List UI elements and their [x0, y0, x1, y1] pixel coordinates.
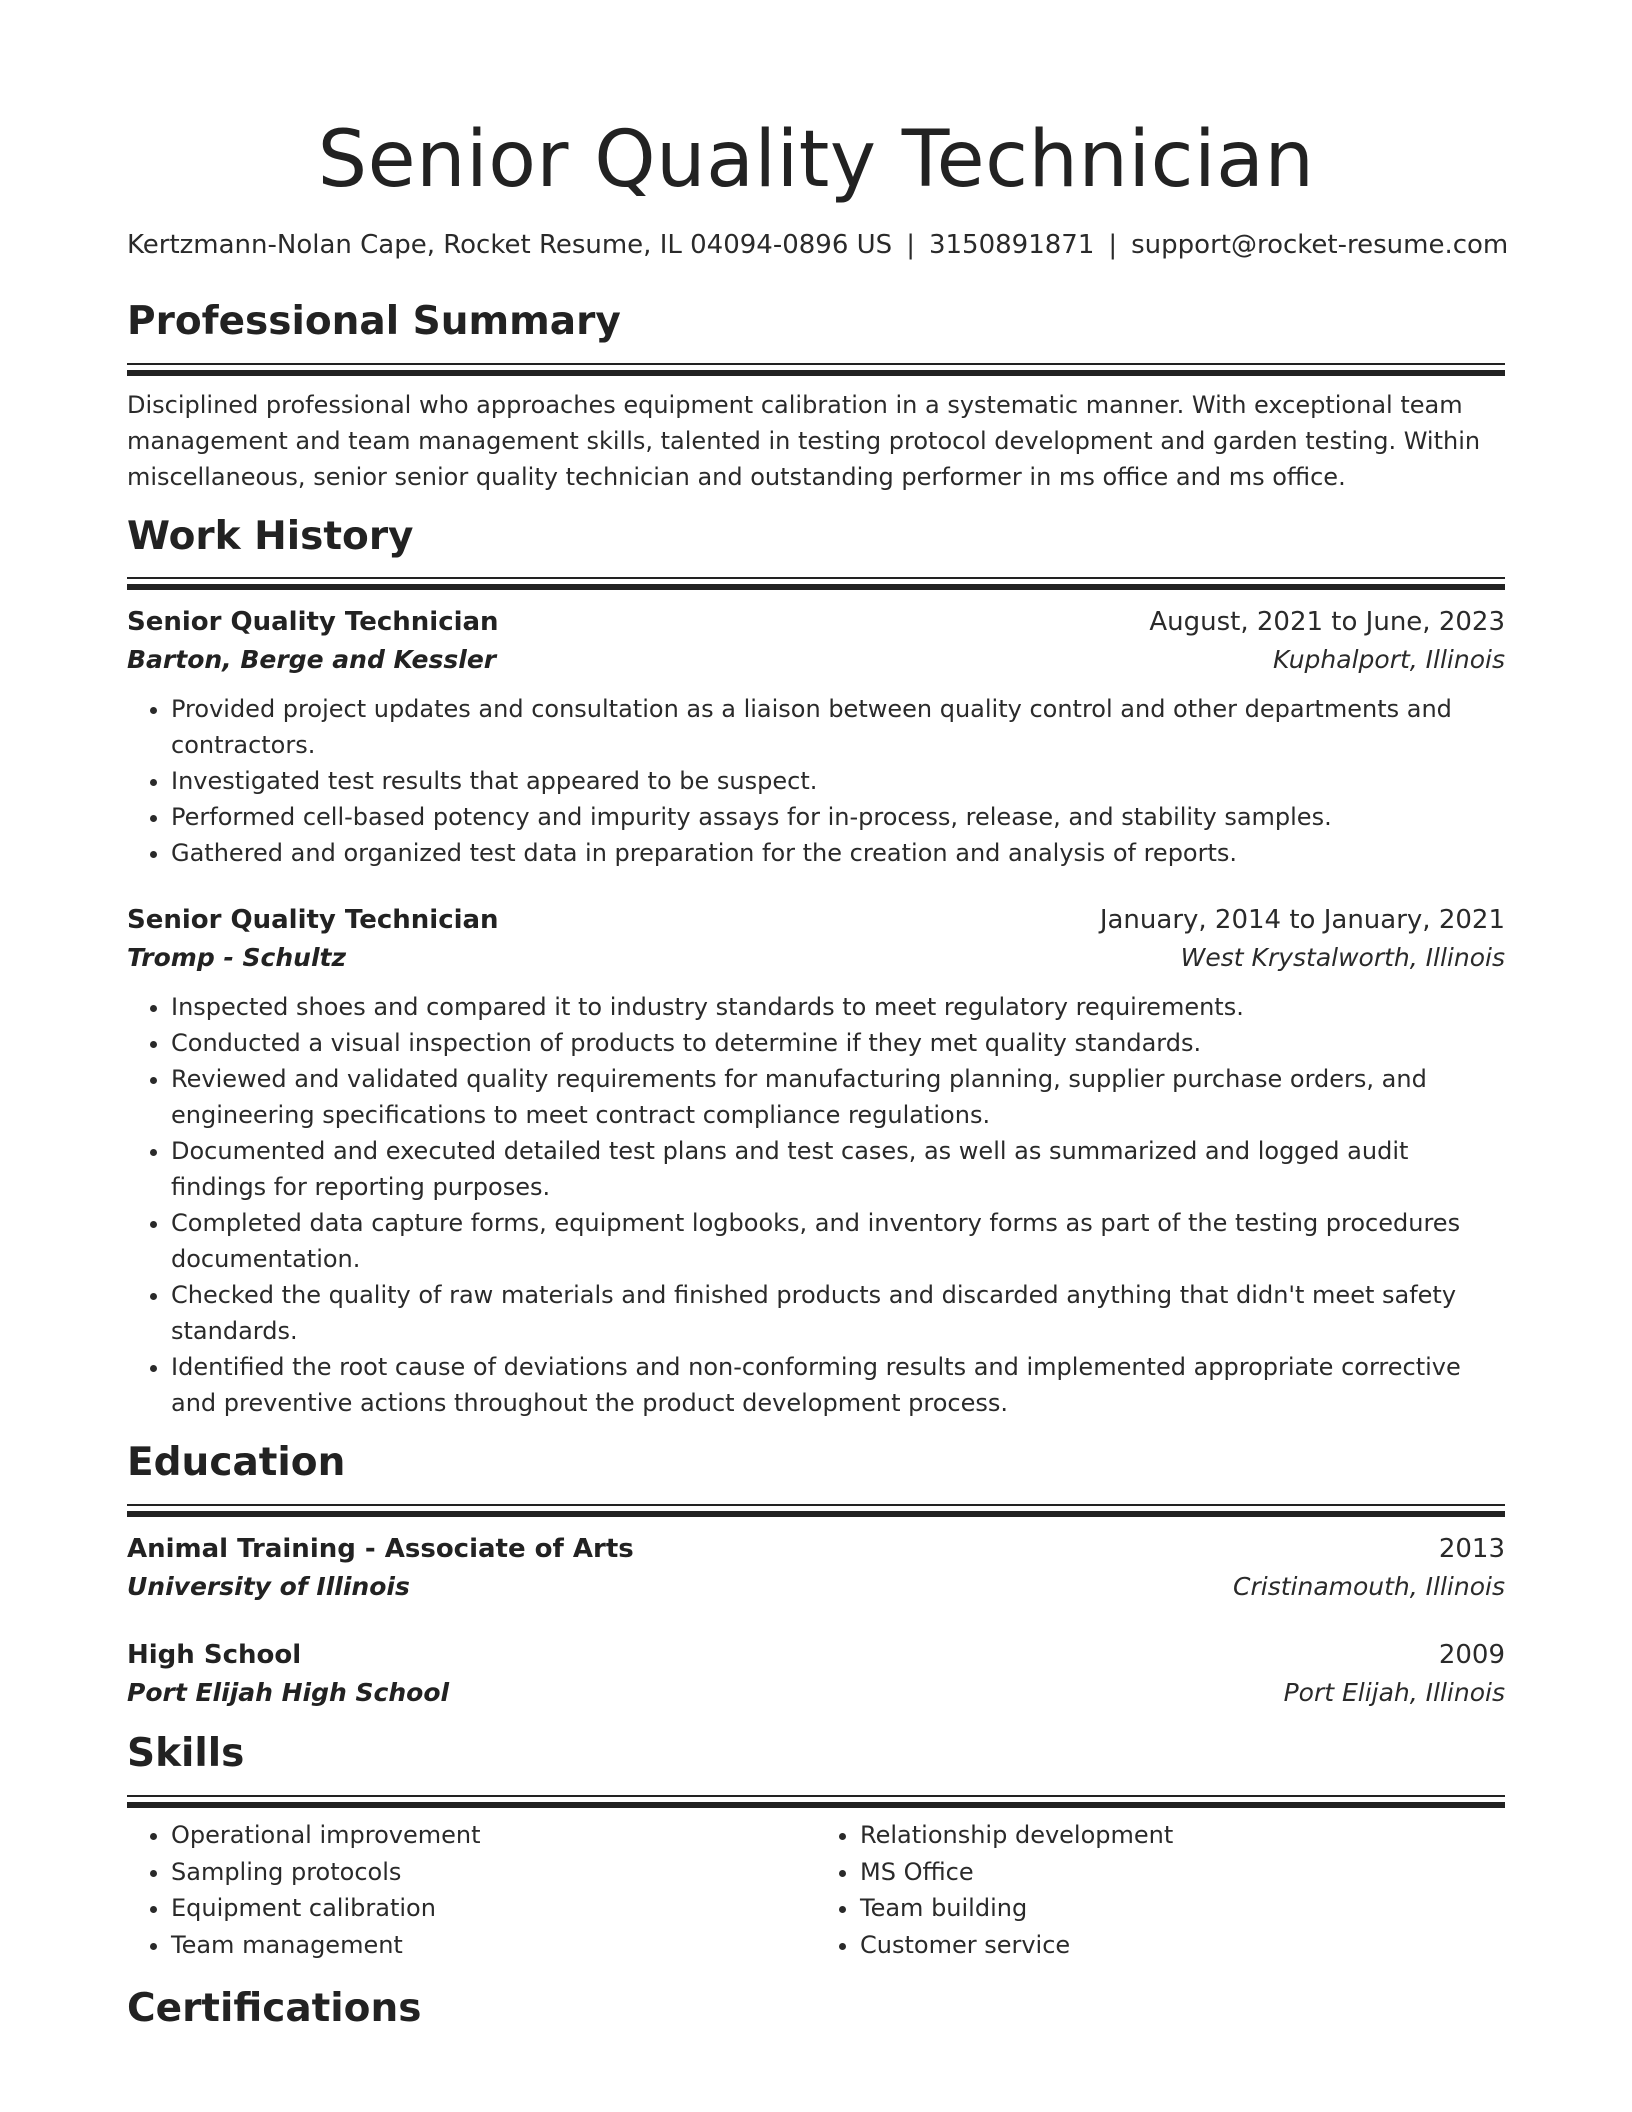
school-name: University of Illinois	[127, 1572, 410, 1602]
list-item: • Investigated test results that appeared to be suspect.	[171, 763, 1505, 799]
summary-text: Disciplined professional who approaches equipment calibration in a systematic manner. With exceptional team management and team management skills, talented in testing protocol development and garden testing. Within miscellaneous, senior senior quality technician and outstanding performer in ms office and ms office.	[127, 390, 1481, 491]
list-item: • Provided project updates and consultation as a liaison between quality control and other departments and contractors.	[171, 691, 1505, 763]
job-company: Barton, Berge and Kessler	[127, 645, 497, 675]
section-title-work-history: Work History	[127, 513, 414, 559]
job-dates: August, 2021 to June, 2023	[1149, 607, 1505, 638]
school-name: Port Elijah High School	[127, 1678, 450, 1708]
list-item: • Documented and executed detailed test plans and test cases, as well as summarized and logged audit findings for reporting purposes.	[171, 1133, 1505, 1205]
contact-phone: 3150891871	[928, 229, 1095, 260]
job-bullets	[127, 691, 1505, 871]
skill-item: • Equipment calibration	[171, 1890, 816, 1927]
skills-list	[127, 1817, 1505, 1963]
list-item: • Completed data capture forms, equipment logbooks, and inventory forms as part of the testing procedures documentation.	[171, 1205, 1505, 1277]
list-item: • Performed cell-based potency and impurity assays for in-process, release, and stability samples.	[171, 799, 1505, 835]
job-bullets	[127, 989, 1505, 1421]
job-location: West Krystalworth, Illinois	[1180, 943, 1505, 973]
skill-item: • Sampling protocols	[171, 1854, 816, 1891]
job-location: Kuphalport, Illinois	[1272, 645, 1505, 675]
section-divider	[127, 577, 1505, 587]
skill-item: • MS Office	[860, 1854, 1505, 1891]
contact-separator: |	[906, 229, 915, 260]
job-title: Senior Quality Technician	[127, 905, 499, 936]
skills-column-right	[816, 1817, 1505, 1963]
section-divider	[127, 363, 1505, 373]
section-title-education: Education	[127, 1440, 346, 1486]
list-item: • Reviewed and validated quality requirements for manufacturing planning, supplier purchase orders, and engineering specifications to meet contract compliance regulations.	[171, 1061, 1505, 1133]
summary-section	[127, 300, 1505, 495]
section-divider	[127, 1504, 1505, 1514]
contact-line	[127, 229, 1509, 260]
job-dates: January, 2014 to January, 2021	[1099, 905, 1505, 936]
job-entry	[127, 901, 1505, 1421]
contact-address: Kertzmann-Nolan Cape, Rocket Resume, IL 04094-0896 US	[127, 229, 893, 260]
list-item: • Inspected shoes and compared it to industry standards to meet regulatory requirements.	[171, 989, 1505, 1025]
contact-email: support@rocket-resume.com	[1131, 229, 1509, 260]
job-title: Senior Quality Technician	[127, 607, 499, 638]
degree: Animal Training - Associate of Arts	[127, 1534, 634, 1565]
list-item: • Gathered and organized test data in preparation for the creation and analysis of reports.	[171, 835, 1505, 871]
skill-item: • Team management	[171, 1927, 816, 1964]
job-company: Tromp - Schultz	[127, 943, 347, 973]
skills-column-left	[127, 1817, 816, 1963]
skills-section	[127, 1732, 1505, 1963]
education-entry	[127, 1636, 1505, 1712]
skill-item: • Relationship development	[860, 1817, 1505, 1854]
section-title-summary: Professional Summary	[127, 298, 621, 344]
skill-item: • Team building	[860, 1890, 1505, 1927]
skill-item: • Customer service	[860, 1927, 1505, 1964]
school-location: Port Elijah, Illinois	[1283, 1678, 1505, 1708]
graduation-year: 2009	[1438, 1640, 1505, 1671]
education-entry	[127, 1530, 1505, 1606]
degree: High School	[127, 1640, 302, 1671]
section-title-skills: Skills	[127, 1731, 245, 1777]
skill-item: • Operational improvement	[171, 1817, 816, 1854]
list-item: • Checked the quality of raw materials and finished products and discarded anything that didn't meet safety standards.	[171, 1277, 1505, 1349]
contact-separator: |	[1108, 229, 1118, 260]
section-title-certifications: Certifications	[127, 1986, 422, 2032]
school-location: Cristinamouth, Illinois	[1233, 1572, 1505, 1602]
certifications-section	[127, 1987, 1505, 2032]
list-item: • Conducted a visual inspection of products to determine if they met quality standards.	[171, 1025, 1505, 1061]
work-history-section	[127, 515, 1505, 1422]
education-section	[127, 1441, 1505, 1712]
graduation-year: 2013	[1438, 1534, 1505, 1565]
section-divider	[127, 1795, 1505, 1805]
resume-title: Senior Quality Technician	[317, 115, 1315, 205]
list-item: • Identified the root cause of deviations and non-conforming results and implemented appropriate corrective and preventive actions throughout the product development process.	[171, 1349, 1505, 1421]
job-entry	[127, 603, 1505, 871]
